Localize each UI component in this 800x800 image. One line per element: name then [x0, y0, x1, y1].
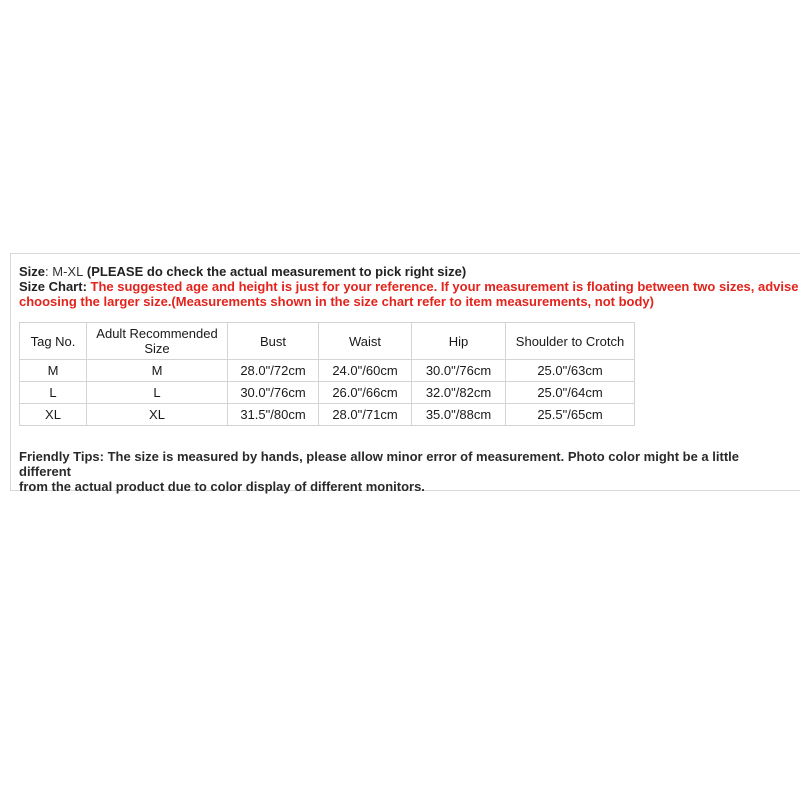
size-chart-label: Size Chart: — [19, 279, 87, 294]
cell-shoulder-to-crotch: 25.5"/65cm — [506, 404, 635, 426]
size-chart-note-1: The suggested age and height is just for your reference. If your measurement is floating between two sizes, advise — [86, 279, 799, 294]
table-row — [20, 404, 635, 426]
header-hip: Hip — [412, 323, 506, 360]
cell-adult-size: M — [87, 360, 228, 382]
cell-tag: XL — [20, 404, 87, 426]
header-adult-size: Adult Recommended Size — [87, 323, 228, 360]
cell-bust: 28.0"/72cm — [228, 360, 319, 382]
cell-shoulder-to-crotch: 25.0"/64cm — [506, 382, 635, 404]
size-table — [19, 322, 635, 426]
size-line — [19, 264, 799, 279]
cell-hip: 35.0"/88cm — [412, 404, 506, 426]
size-chart-line-2 — [19, 294, 799, 309]
cell-adult-size: L — [87, 382, 228, 404]
header-shoulder-to-crotch: Shoulder to Crotch — [506, 323, 635, 360]
size-note: (PLEASE do check the actual measurement to pick right size) — [83, 264, 467, 279]
header-bust: Bust — [228, 323, 319, 360]
tips-line-1: Friendly Tips: The size is measured by hands, please allow minor error of measurement. Photo color might be a little different — [19, 449, 739, 479]
cell-tag: L — [20, 382, 87, 404]
size-chart-line — [19, 279, 799, 294]
tips-line-2: from the actual product due to color display of different monitors. — [19, 479, 425, 494]
cell-bust: 30.0"/76cm — [228, 382, 319, 404]
cell-hip: 32.0"/82cm — [412, 382, 506, 404]
friendly-tips — [19, 449, 794, 494]
size-label: Size — [19, 264, 46, 279]
table-row — [20, 382, 635, 404]
cell-shoulder-to-crotch: 25.0"/63cm — [506, 360, 635, 382]
size-chart-note-2: choosing the larger size.(Measurements shown in the size chart refer to item measurements, not body) — [19, 294, 654, 309]
size-info — [19, 264, 799, 309]
size-info-panel — [10, 253, 800, 494]
cell-adult-size: XL — [87, 404, 228, 426]
header-tag-no: Tag No. — [20, 323, 87, 360]
table-header-row — [20, 323, 635, 360]
size-colon: : — [45, 264, 53, 279]
cell-bust: 31.5"/80cm — [228, 404, 319, 426]
cell-hip: 30.0"/76cm — [412, 360, 506, 382]
cell-tag: M — [20, 360, 87, 382]
cell-waist: 24.0"/60cm — [319, 360, 412, 382]
cell-waist: 28.0"/71cm — [319, 404, 412, 426]
size-value: M-XL — [52, 264, 84, 279]
table-row — [20, 360, 635, 382]
cell-waist: 26.0"/66cm — [319, 382, 412, 404]
header-waist: Waist — [319, 323, 412, 360]
